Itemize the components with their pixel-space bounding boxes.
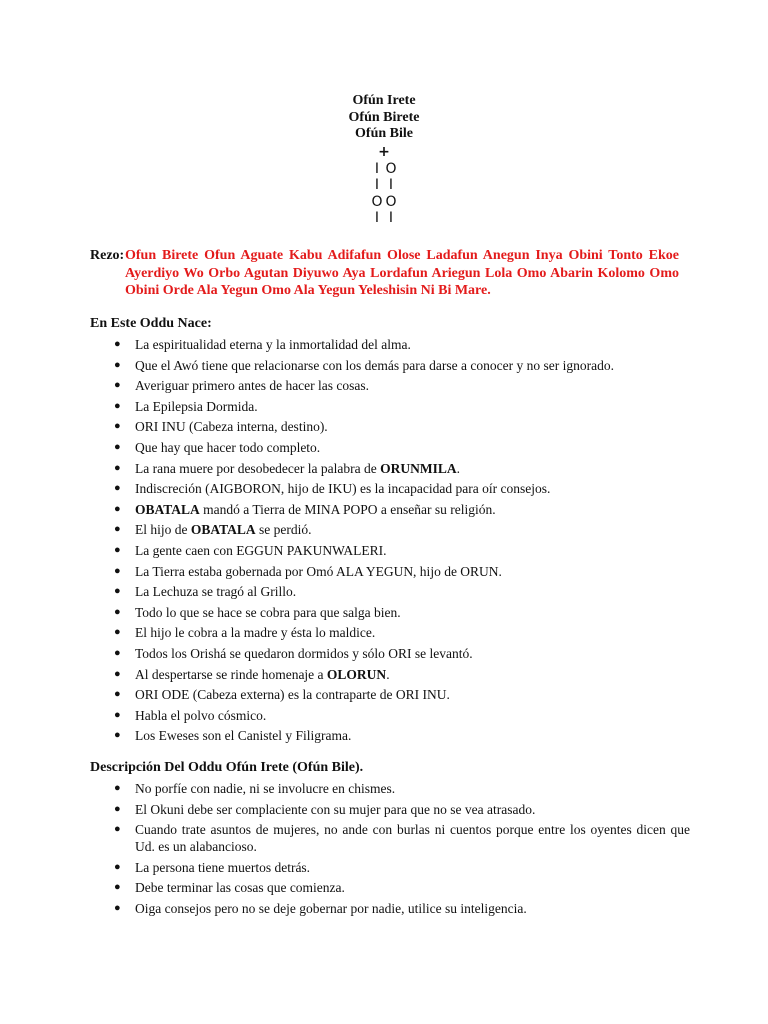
list-item-text: Los Eweses son el Canistel y Filigrama. — [135, 728, 352, 744]
list-item — [90, 604, 690, 621]
list-item-text: El hijo de — [135, 522, 191, 538]
bullet-icon: ● — [114, 420, 121, 433]
emphasis-name: OBATALA — [190, 522, 256, 538]
bullet-icon: ● — [114, 688, 121, 701]
list-item — [90, 336, 690, 353]
nace-heading: En Este Oddu Nace: — [90, 316, 212, 331]
bullet-icon: ● — [114, 708, 121, 721]
list-item-text: La espiritualidad eterna y la inmortalidad del alma. — [135, 337, 411, 352]
bullet-icon: ● — [114, 564, 121, 577]
oddu-title-line-2: Ofún Birete — [348, 109, 420, 125]
sign-mark: O — [385, 160, 397, 177]
bullet-icon: ● — [114, 729, 121, 742]
list-item-text: La rana muere por desobedecer la palabra de — [135, 460, 381, 476]
list-item-text: La Tierra estaba gobernada por Omó ALA YEGUN, hijo de ORUN. — [135, 563, 502, 579]
oddu-sign-figure — [370, 144, 400, 227]
list-item — [90, 879, 690, 896]
list-item-text: La Lechuza se tragó al Grillo. — [135, 584, 297, 600]
rezo-paragraph — [90, 247, 679, 300]
list-item — [90, 900, 690, 917]
bullet-icon: ● — [114, 338, 121, 350]
bullet-icon: ● — [114, 901, 121, 914]
list-item-text: Indiscreción (AIGBORON, hijo de IKU) es la incapacidad para oír consejos. — [135, 481, 551, 497]
bullet-icon: ● — [114, 358, 121, 371]
sign-row-1 — [370, 161, 400, 178]
bullet-icon: ● — [114, 523, 121, 536]
list-item — [90, 398, 690, 415]
descripcion-list — [90, 780, 690, 921]
bullet-icon: ● — [114, 543, 121, 556]
oddu-title-line-1: Ofún Irete — [352, 93, 416, 108]
bullet-icon: ● — [114, 482, 121, 495]
sign-row-2 — [370, 177, 400, 194]
list-item — [90, 727, 690, 744]
oddu-title-line-3: Ofún Bile — [355, 126, 413, 141]
bullet-icon: ● — [114, 881, 121, 894]
list-item — [90, 480, 690, 497]
emphasis-name: OLORUN — [326, 666, 387, 682]
list-item — [90, 686, 690, 703]
bullet-icon: ● — [114, 605, 121, 618]
list-item — [90, 357, 690, 374]
list-item-text: Habla el polvo cósmico. — [135, 707, 267, 723]
list-item-text: El Okuni debe ser complaciente con su mujer para que no se vea atrasado. — [135, 801, 536, 817]
list-item — [90, 859, 690, 876]
list-item — [90, 521, 690, 538]
list-item-text: mandó a Tierra de MINA POPO a enseñar su religión. — [199, 501, 496, 517]
list-item — [90, 542, 690, 559]
list-item — [90, 418, 690, 435]
descripcion-heading: Descripción Del Oddu Ofún Irete (Ofún Bile). — [90, 760, 364, 775]
sign-mark: I — [374, 210, 380, 226]
bullet-icon: ● — [114, 502, 121, 515]
list-item-text: El hijo le cobra a la madre y ésta lo maldice. — [135, 625, 376, 641]
list-item-text: La Epilepsia Dormida. — [135, 398, 258, 414]
list-item-text: Que hay que hacer todo completo. — [135, 439, 321, 455]
list-item-text: Que el Awó tiene que relacionarse con los demás para darse a conocer y no ser ignorado. — [135, 357, 614, 373]
list-item-text: Oiga consejos pero no se deje gobernar por nadie, utilice su inteligencia. — [135, 900, 527, 916]
list-item — [90, 460, 690, 477]
list-item-text: La persona tiene muertos detrás. — [135, 859, 311, 875]
list-item-text: Todo lo que se hace se cobra para que salga bien. — [135, 604, 401, 620]
list-item-text: Debe terminar las cosas que comienza. — [135, 880, 345, 896]
list-item — [90, 439, 690, 456]
list-item — [90, 501, 690, 518]
bullet-icon: ● — [114, 802, 121, 815]
list-item — [90, 666, 690, 683]
sign-plus-mark: + — [378, 144, 390, 160]
list-item — [90, 583, 690, 600]
emphasis-name: ORUNMILA — [380, 460, 457, 476]
list-item — [90, 563, 690, 580]
sign-row-4 — [370, 210, 400, 227]
bullet-icon: ● — [114, 461, 121, 474]
sign-mark: I — [388, 210, 394, 226]
list-item-text: . — [386, 666, 390, 682]
bullet-icon: ● — [114, 585, 121, 598]
list-item — [90, 780, 690, 797]
sign-mark: I — [374, 160, 380, 177]
bullet-icon: ● — [114, 399, 121, 412]
list-item — [90, 624, 690, 641]
sign-row-3 — [370, 194, 400, 211]
bullet-icon: ● — [114, 646, 121, 659]
emphasis-name: OBATALA — [135, 501, 200, 517]
list-item-text: ORI INU (Cabeza interna, destino). — [135, 419, 328, 435]
list-item-text: . — [456, 460, 460, 476]
list-item — [90, 377, 690, 394]
sign-mark: O — [371, 193, 383, 210]
oddu-title-block — [0, 93, 768, 143]
list-item-text: Todos los Orishá se quedaron dormidos y sólo ORI se levantó. — [135, 645, 473, 661]
bullet-icon: ● — [114, 823, 121, 836]
bullet-icon: ● — [114, 626, 121, 639]
bullet-icon: ● — [114, 440, 121, 453]
bullet-icon: ● — [114, 860, 121, 873]
list-item — [90, 707, 690, 724]
list-item-text: Al despertarse se rinde homenaje a — [135, 666, 327, 682]
sign-mark: O — [385, 193, 397, 210]
sign-mark: I — [374, 177, 380, 193]
bullet-icon: ● — [114, 782, 121, 794]
list-item-text: Averiguar primero antes de hacer las cosas. — [135, 378, 370, 394]
nace-list — [90, 336, 690, 748]
list-item-text: Cuando trate asuntos de mujeres, no ande con burlas ni cuentos porque entre los oyentes dicen que Ud. es un alabancioso. — [135, 822, 690, 855]
list-item — [90, 645, 690, 662]
bullet-icon: ● — [114, 379, 121, 392]
sign-mark: I — [388, 177, 394, 193]
rezo-label: Rezo: — [90, 248, 125, 263]
list-item-text: se perdió. — [255, 522, 312, 538]
list-item-text: No porfíe con nadie, ni se involucre en chismes. — [135, 781, 396, 796]
bullet-icon: ● — [114, 667, 121, 680]
list-item-text: ORI ODE (Cabeza externa) es la contraparte de ORI INU. — [135, 687, 450, 703]
list-item — [90, 801, 690, 818]
list-item — [90, 821, 690, 855]
rezo-text: Ofun Birete Ofun Aguate Kabu Adifafun Olose Ladafun Anegun Inya Obini Tonto Ekoe Ayerdiyo Wo Orbo Agutan Diyuwo Aya Lordafun Ariegun Lola Omo Abarin Kolomo Omo Obini Orde Ala Yegun Omo Ala Yegun Yeleshisin Ni Bi Mare. — [125, 248, 679, 298]
list-item-text: La gente caen con EGGUN PAKUNWALERI. — [135, 542, 387, 558]
